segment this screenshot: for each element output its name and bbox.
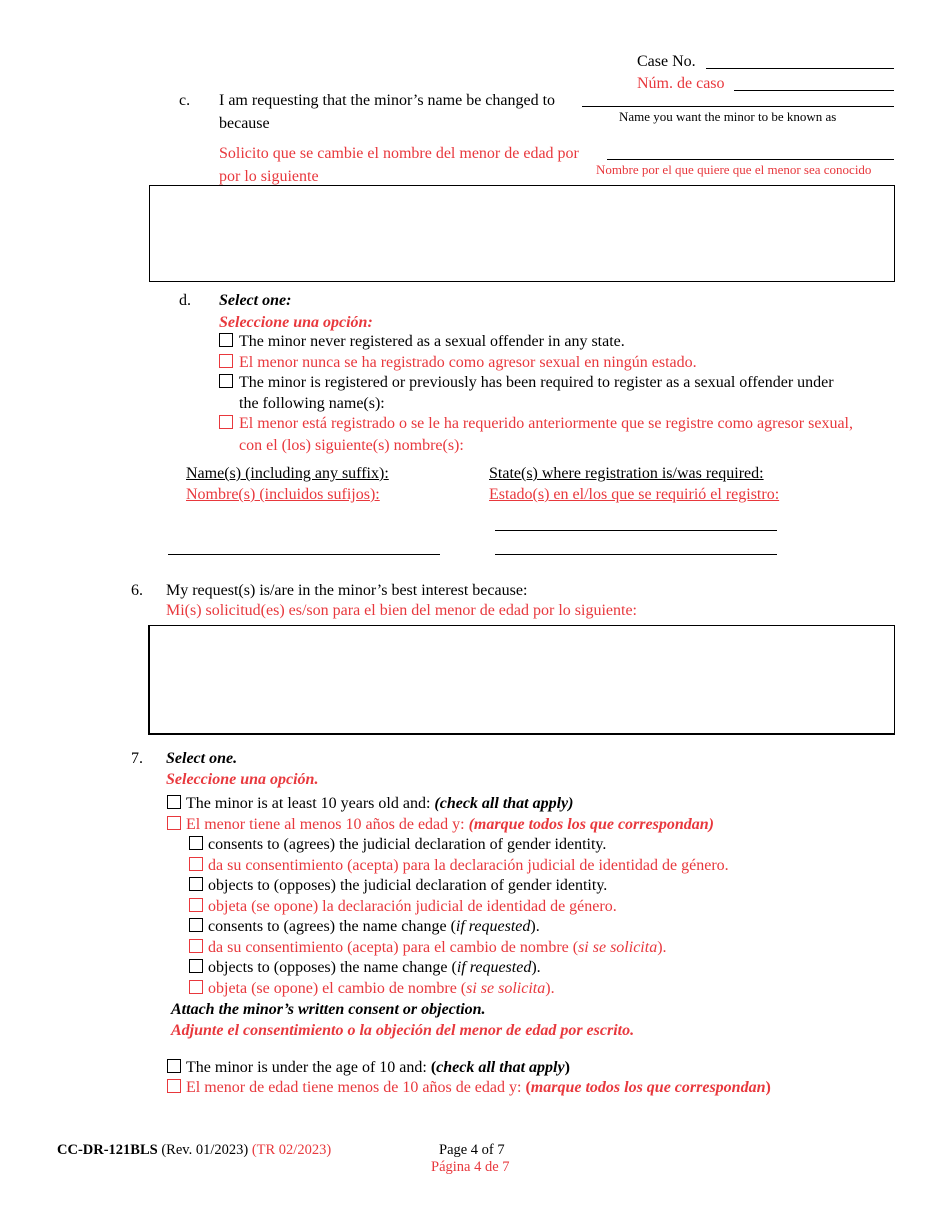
objects-name-label-es: objeta (se opone) el cambio de nombre (si se solicita).	[208, 980, 555, 997]
item-6-text-es: Mi(s) solicitud(es) es/son para el bien del menor de edad por lo siguiente:	[166, 602, 637, 619]
item-d-marker: d.	[179, 292, 191, 309]
consents-name-checkbox-es[interactable]	[189, 939, 203, 953]
reason-name-change-box[interactable]	[149, 185, 895, 282]
case-no-label: Case No.	[637, 53, 696, 70]
under-10-label: The minor is under the age of 10 and: (check all that apply)	[186, 1059, 570, 1076]
item-d-select: Select one:	[219, 292, 292, 309]
best-interest-box[interactable]	[148, 625, 895, 735]
form-id-footer: CC-DR-121BLS (Rev. 01/2023) (TR 02/2023)	[57, 1142, 332, 1158]
attach-instruction-es: Adjunte el consentimiento o la objeción del menor de edad por escrito.	[171, 1022, 635, 1039]
objects-name-checkbox[interactable]	[189, 959, 203, 973]
registered-label-a: The minor is registered or previously has been required to register as a sexual offender under	[239, 374, 834, 391]
item-6-marker: 6.	[131, 582, 143, 599]
objects-gender-checkbox[interactable]	[189, 877, 203, 891]
case-no-label-es: Núm. de caso	[637, 75, 725, 92]
registered-checkbox-es[interactable]	[219, 415, 233, 429]
registered-label-b: the following name(s):	[239, 395, 385, 412]
never-registered-label-es: El menor nunca se ha registrado como agresor sexual en ningún estado.	[239, 354, 697, 371]
attach-instruction: Attach the minor’s written consent or objection.	[171, 1001, 486, 1018]
name-field-1[interactable]	[168, 554, 440, 555]
item-7-select: Select one.	[166, 750, 238, 767]
consents-gender-checkbox[interactable]	[189, 836, 203, 850]
age-10-plus-checkbox[interactable]	[167, 795, 181, 809]
age-10-plus-label-es: El menor tiene al menos 10 años de edad y: (marque todos los que correspondan)	[186, 816, 714, 833]
consents-gender-label: consents to (agrees) the judicial declaration of gender identity.	[208, 836, 607, 853]
registered-checkbox[interactable]	[219, 374, 233, 388]
objects-gender-label-es: objeta (se opone) la declaración judicial de identidad de género.	[208, 898, 617, 915]
new-name-caption-es: Nombre por el que quiere que el menor sea conocido	[596, 162, 872, 177]
consents-name-label: consents to (agrees) the name change (if requested).	[208, 918, 540, 935]
state-field-2[interactable]	[495, 554, 777, 555]
under-10-label-es: El menor de edad tiene menos de 10 años de edad y: (marque todos los que correspondan)	[186, 1079, 771, 1096]
consents-name-label-es: da su consentimiento (acepta) para el cambio de nombre (si se solicita).	[208, 939, 667, 956]
never-registered-label: The minor never registered as a sexual offender in any state.	[239, 333, 625, 350]
age-10-plus-label: The minor is at least 10 years old and: (check all that apply)	[186, 795, 574, 812]
names-header: Name(s) (including any suffix):	[186, 465, 389, 482]
item-c-line1: I am requesting that the minor’s name be changed to	[219, 92, 556, 109]
item-7-marker: 7.	[131, 750, 143, 767]
states-header: State(s) where registration is/was required:	[489, 465, 764, 482]
names-header-es: Nombre(s) (incluidos sufijos):	[186, 486, 380, 503]
state-field-1[interactable]	[495, 530, 777, 531]
never-registered-checkbox[interactable]	[219, 333, 233, 347]
objects-gender-label: objects to (opposes) the judicial declaration of gender identity.	[208, 877, 608, 894]
item-c-line2: because	[219, 115, 270, 132]
registered-label-es-a: El menor está registrado o se le ha requerido anteriormente que se registre como agresor sexual,	[239, 415, 853, 432]
objects-gender-checkbox-es[interactable]	[189, 898, 203, 912]
new-name-caption: Name you want the minor to be known as	[619, 109, 837, 124]
item-c-line1-es: Solicito que se cambie el nombre del menor de edad por	[219, 145, 579, 162]
item-6-text: My request(s) is/are in the minor’s best interest because:	[166, 582, 528, 599]
consents-gender-label-es: da su consentimiento (acepta) para la declaración judicial de identidad de género.	[208, 857, 729, 874]
consents-name-checkbox[interactable]	[189, 918, 203, 932]
consents-gender-checkbox-es[interactable]	[189, 857, 203, 871]
item-c-line2-es: por lo siguiente	[219, 168, 319, 185]
case-no-field-es[interactable]	[734, 90, 894, 91]
page-number-es: Página 4 de 7	[431, 1159, 510, 1175]
objects-name-checkbox-es[interactable]	[189, 980, 203, 994]
under-10-checkbox[interactable]	[167, 1059, 181, 1073]
under-10-checkbox-es[interactable]	[167, 1079, 181, 1093]
never-registered-checkbox-es[interactable]	[219, 354, 233, 368]
item-d-select-es: Seleccione una opción:	[219, 314, 373, 331]
case-no-field[interactable]	[706, 68, 894, 69]
page-number: Page 4 of 7	[439, 1142, 505, 1158]
registered-label-es-b: con el (los) siguiente(s) nombre(s):	[239, 437, 464, 454]
age-10-plus-checkbox-es[interactable]	[167, 816, 181, 830]
item-c-marker: c.	[179, 92, 191, 109]
states-header-es: Estado(s) en el/los que se requirió el registro:	[489, 486, 780, 503]
item-7-select-es: Seleccione una opción.	[166, 771, 319, 788]
objects-name-label: objects to (opposes) the name change (if requested).	[208, 959, 541, 976]
